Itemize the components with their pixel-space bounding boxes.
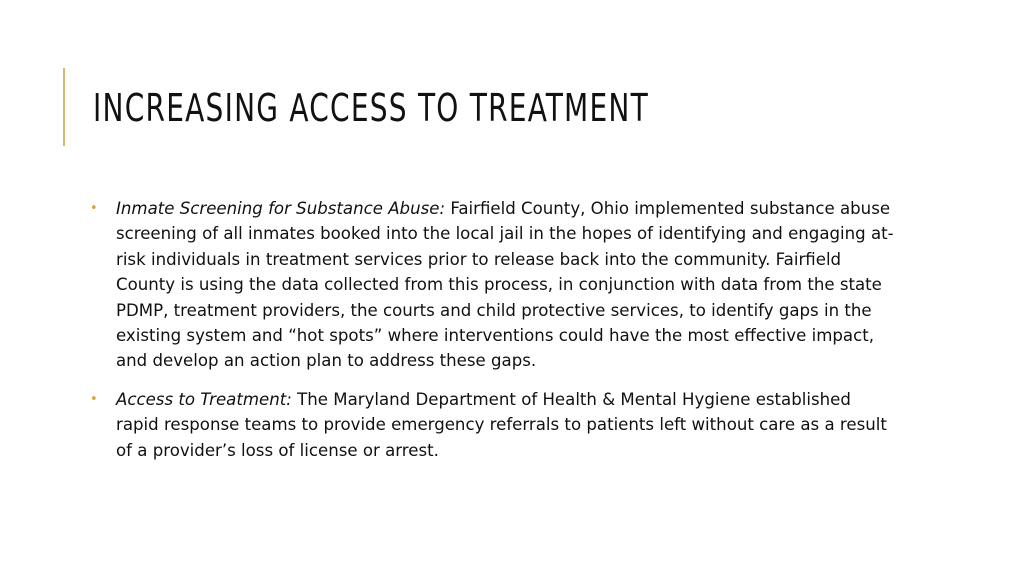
- bullet-item-inmate-screening: [90, 196, 896, 374]
- bullet-list: [90, 196, 896, 476]
- bullet-lead-text: Access to Treatment:: [116, 389, 292, 409]
- title-accent-bar: [63, 68, 65, 146]
- bullet-body-text: Fairfield County, Ohio implemented substance abuse screening of all inmates booked into the local jail in the hopes of identifying and engaging at-risk individuals in treatment services prior to release back into the community. Fairfield County is using the data collected from this process, in conjunction with data from the state PDMP, treatment providers, the courts and child protective services, to identify gaps in the existing system and “hot spots” where interventions could have the most effective impact, and develop an action plan to address these gaps.: [116, 199, 894, 371]
- slide-title: INCREASING ACCESS TO TREATMENT: [93, 86, 649, 130]
- bullet-item-access-to-treatment: [90, 387, 896, 463]
- bullet-body-text: The Maryland Department of Health & Mental Hygiene established rapid response teams to provide emergency referrals to patients left without care as a result of a provider’s loss of license or arrest.: [116, 389, 887, 460]
- bullet-marker: •: [90, 201, 98, 216]
- bullet-lead-text: Inmate Screening for Substance Abuse:: [116, 199, 446, 218]
- bullet-marker: •: [90, 391, 98, 407]
